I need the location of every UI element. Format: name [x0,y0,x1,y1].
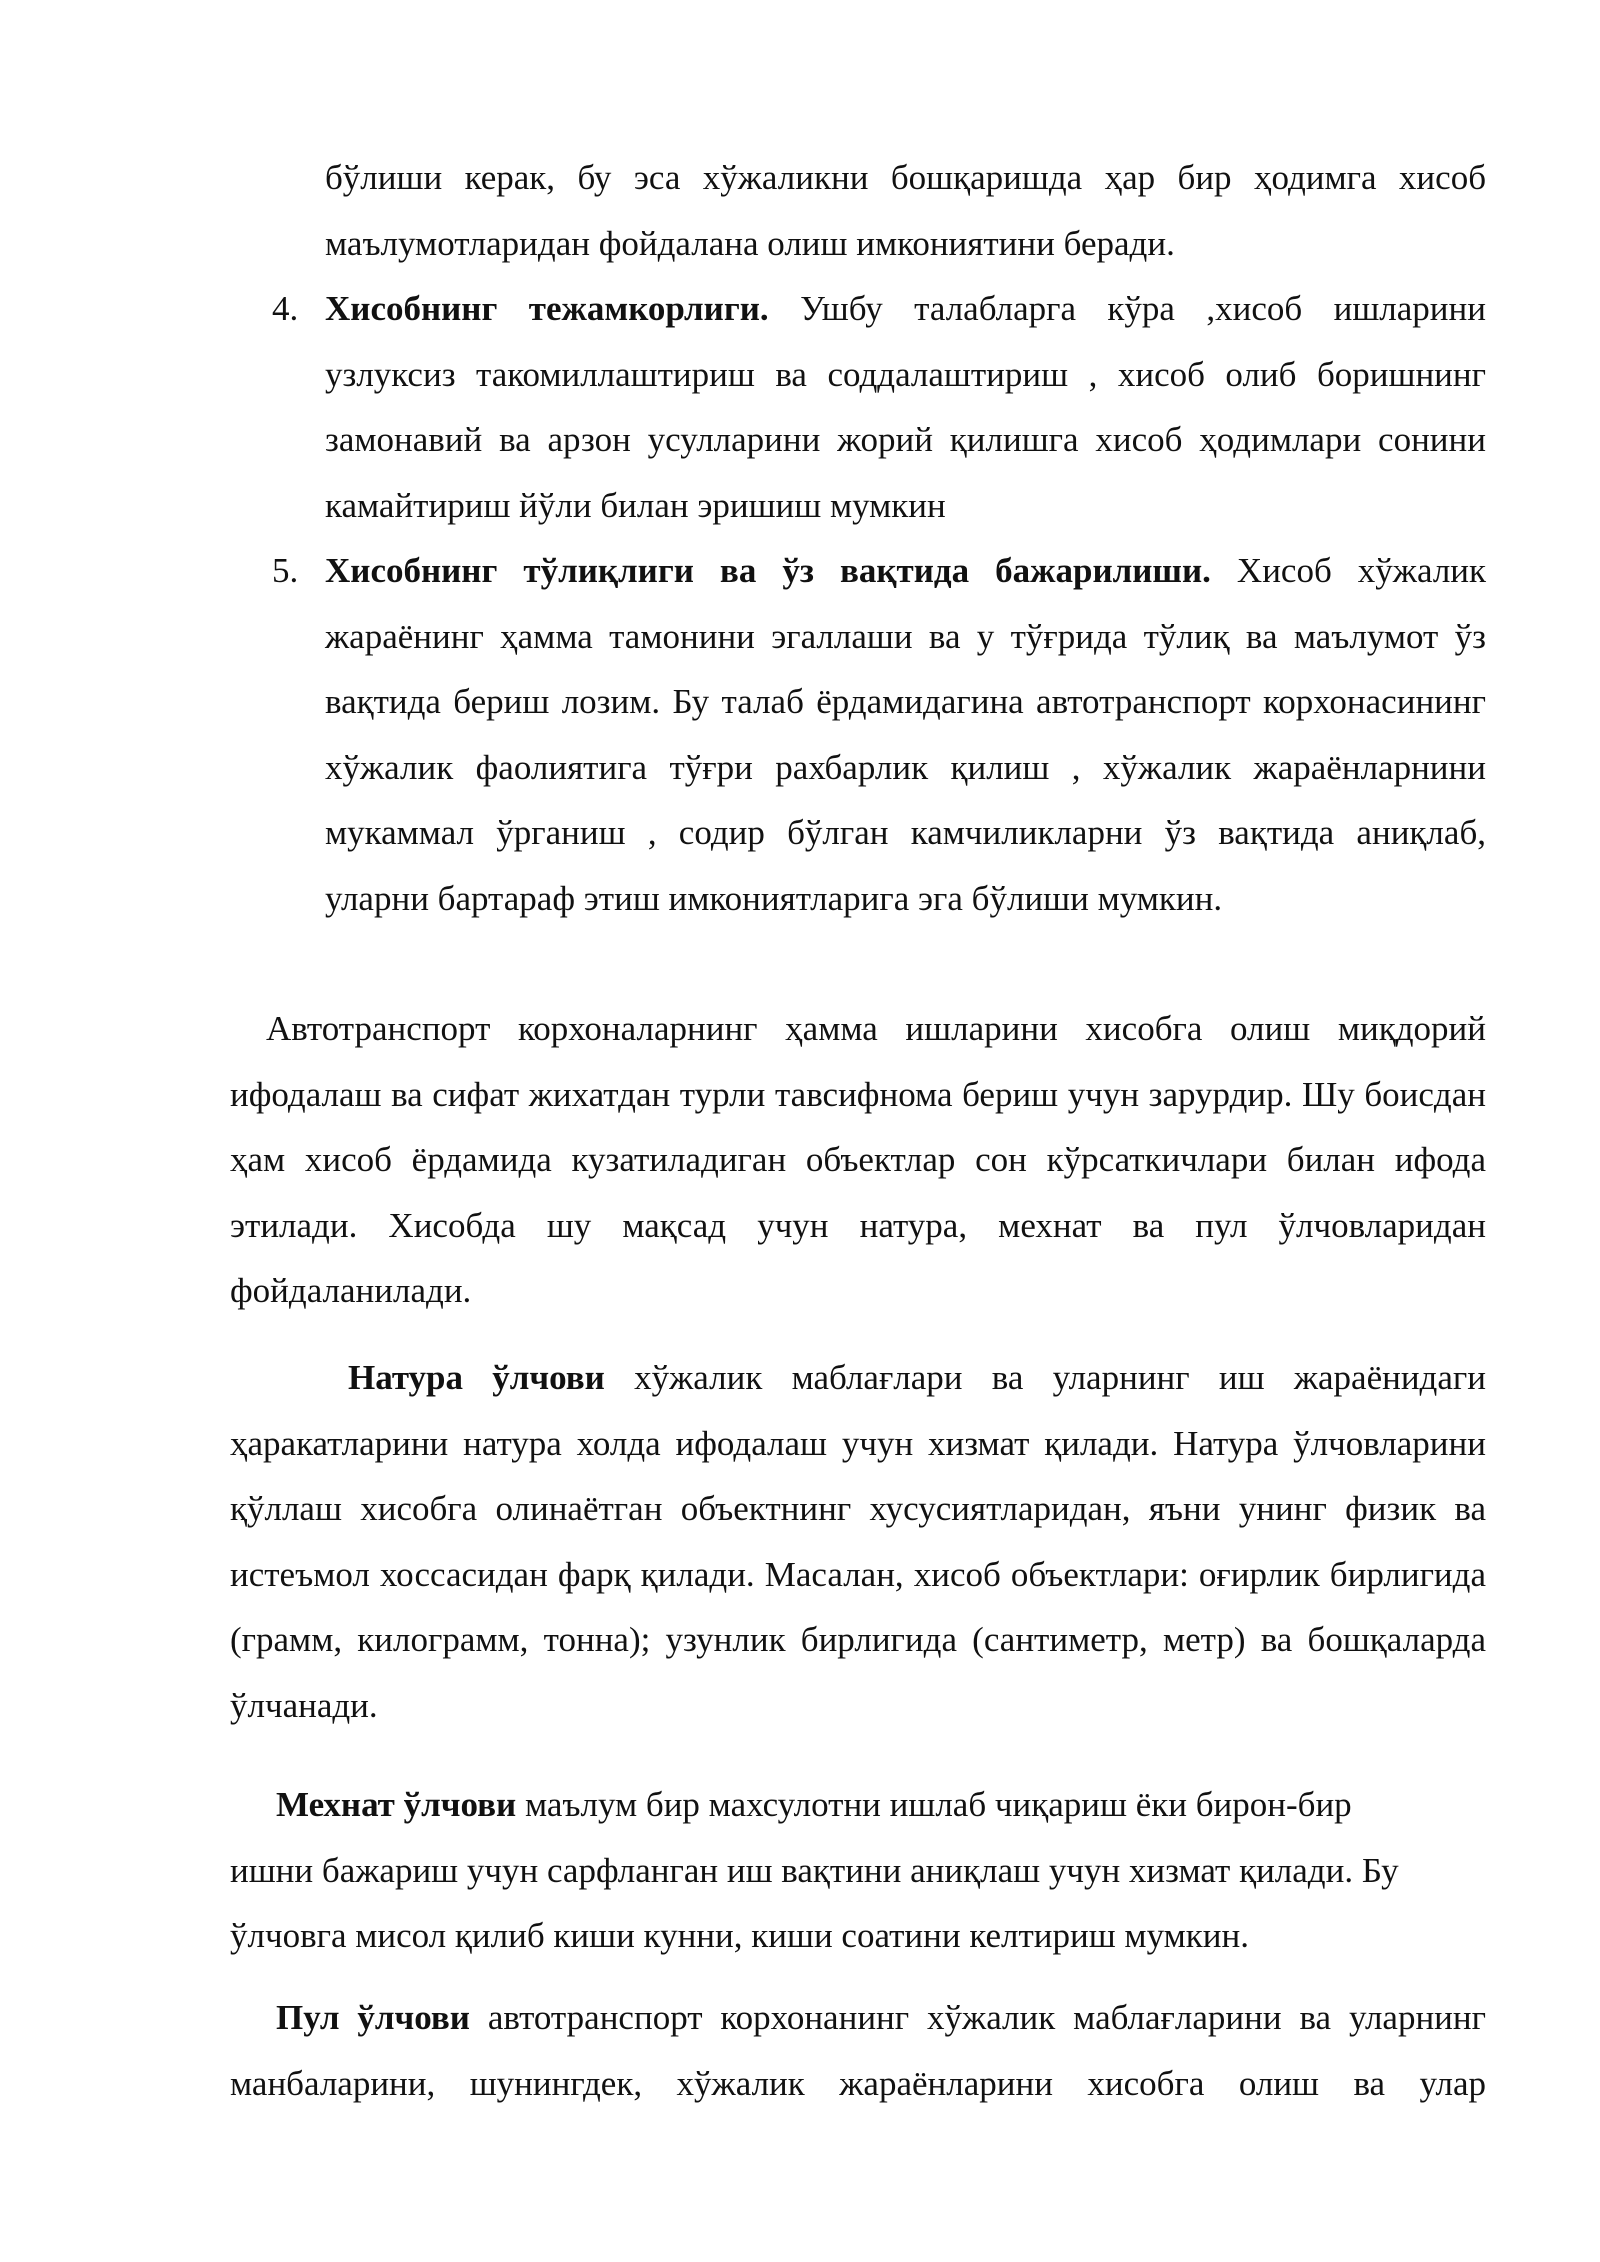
paragraph-natura [230,1345,1486,1738]
list-item-5-number: 5. [272,551,299,590]
list-item-continuation [325,145,1486,276]
paragraph-pul [230,1985,1486,2116]
list-item-5 [325,538,1486,931]
list-item-4 [325,276,1486,538]
list-item-4-text: Ушбу талабларга кўра ,хисоб ишларини узлуксиз такомиллаштириш ва соддалаштириш , хисоб олиб боришнинг замонавий ва арзон усулларини жорий қилишга хисоб ҳодимлари сонини камайтириш йўли билан эришиш мумкин [325,289,1487,525]
paragraph-intro-text: Автотранспорт корхоналарнинг ҳамма ишларини хисобга олиш миқдорий ифодалаш ва сифат жихатдан турли тавсифнома бериш учун зарурдир. Шу боисдан ҳам хисоб ёрдамида кузатиладиган объектлар сон кўрсаткичлари билан ифода этилади. Хисобда шу мақсад учун натура, мехнат ва пул ўлчовларидан фойдаланилади. [230,1009,1486,1310]
mehnat-heading: Мехнат ўлчови [276,1785,517,1824]
paragraph-intro [230,996,1486,1324]
mehnat-line1: маълум бир махсулотни ишлаб чиқариш ёки бирон-бир [524,1785,1352,1824]
continuation-text: бўлиши керак, бу эса хўжаликни бошқаришда ҳар бир ҳодимга хисоб маълумотларидан фойдалана олиш имкониятини беради. [325,158,1486,263]
list-item-4-heading: Хисобнинг тежамкорлиги. [325,289,769,328]
natura-text: хўжалик маблағлари ва уларнинг иш жараёнидаги ҳаракатларини натура холда ифодалаш учун хизмат қилади. Натура ўлчовларини қўллаш хисобга олинаётган объектнинг хусусиятларидан, яъни унинг физик ва истеъмол хоссасидан фарқ қилади. Масалан, хисоб объектлари: оғирлик бирлигида (грамм, килограмм, тонна); узунлик бирлигида (сантиметр, метр) ва бошқаларда ўлчанади. [230,1358,1486,1725]
pul-text: автотранспорт корхонанинг хўжалик маблағларини ва уларнинг манбаларини, шунингдек, хўжалик жараёнларини хисобга олиш ва улар [230,1998,1486,2103]
paragraph-mehnat [230,1772,1486,1969]
pul-heading: Пул ўлчови [276,1998,470,2037]
mehnat-rest: ишни бажариш учун сарфланган иш вақтини аниқлаш учун хизмат қилади. Бу ўлчовга мисол қилиб киши кунни, киши соатини келтириш мумкин. [230,1850,1399,1955]
list-item-4-number: 4. [272,289,299,328]
natura-heading: Натура ўлчови [348,1358,605,1397]
list-item-5-text: Хисоб хўжалик жараёнинг ҳамма тамонини эгаллаши ва у тўғрида тўлиқ ва маълумот ўз вақтида бериш лозим. Бу талаб ёрдамидагина автотранспорт корхонасининг хўжалик фаолиятига тўғри рахбарлик қилиш , хўжалик жараёнларнини мукаммал ўрганиш , содир бўлган камчиликларни ўз вақтида аниқлаб, уларни бартараф этиш имкониятларига эга бўлиши мумкин. [325,551,1487,918]
list-item-5-heading: Хисобнинг тўлиқлиги ва ўз вақтида бажарилиши. [325,551,1211,590]
